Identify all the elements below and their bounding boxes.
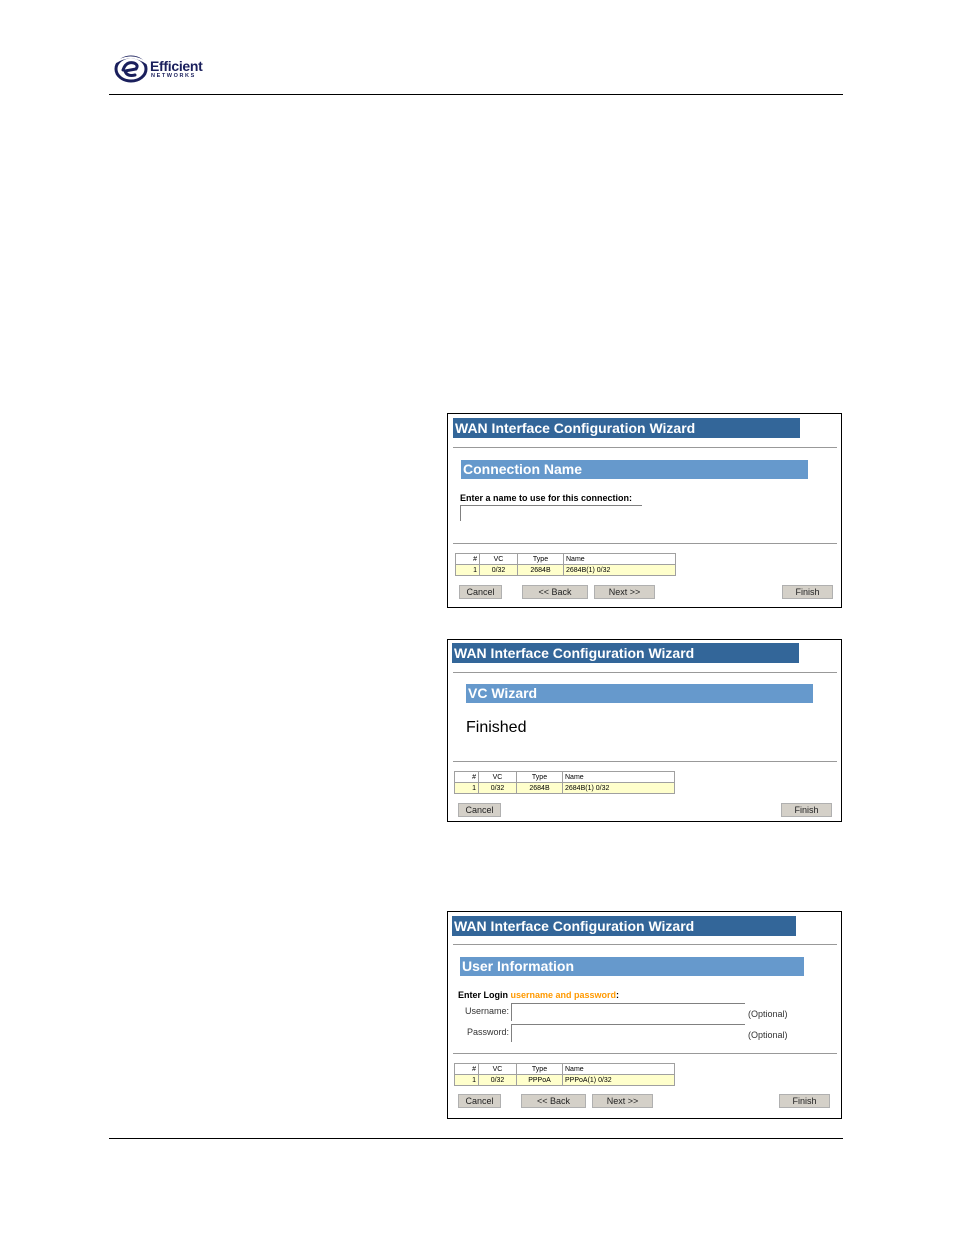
col-name-header: Name xyxy=(563,772,675,783)
divider xyxy=(453,761,837,762)
wizard-title: WAN Interface Configuration Wizard xyxy=(452,916,796,936)
login-prompt-prefix: Enter Login xyxy=(458,990,511,1000)
wizard-panel-vc-wizard xyxy=(447,639,842,822)
divider xyxy=(453,672,837,673)
col-vc-header: VC xyxy=(480,554,518,565)
efficient-e-logo-icon xyxy=(114,54,150,84)
table-row[interactable] xyxy=(455,783,675,794)
vc-table xyxy=(454,1063,675,1086)
password-label: Password: xyxy=(466,1027,509,1037)
section-title: VC Wizard xyxy=(466,684,813,703)
vc-table xyxy=(454,771,675,794)
divider xyxy=(453,944,837,945)
col-name-header: Name xyxy=(563,1064,675,1075)
next-button[interactable]: Next >> xyxy=(592,1094,653,1108)
finish-button[interactable]: Finish xyxy=(782,585,833,599)
cell-number: 1 xyxy=(456,565,480,576)
footer-rule xyxy=(109,1138,843,1139)
connection-name-prompt: Enter a name to use for this connection: xyxy=(460,493,633,503)
table-row[interactable] xyxy=(455,1075,675,1086)
divider xyxy=(453,1053,837,1054)
cell-name: 2684B(1) 0/32 xyxy=(564,565,676,576)
section-title: Connection Name xyxy=(461,460,808,479)
login-prompt xyxy=(458,990,619,1000)
cell-vc: 0/32 xyxy=(479,1075,517,1086)
password-optional-note: (Optional) xyxy=(748,1030,788,1040)
logo-name: Efficient xyxy=(150,58,203,74)
table-row[interactable] xyxy=(456,565,676,576)
cancel-button[interactable]: Cancel xyxy=(458,1094,501,1108)
vc-table xyxy=(455,553,676,576)
finish-button[interactable]: Finish xyxy=(779,1094,830,1108)
col-number-header: # xyxy=(456,554,480,565)
col-type-header: Type xyxy=(518,554,564,565)
username-input[interactable] xyxy=(511,1003,745,1021)
col-number-header: # xyxy=(455,1064,479,1075)
login-prompt-highlight: username and password xyxy=(510,990,617,1000)
cell-type: 2684B xyxy=(518,565,564,576)
cancel-button[interactable]: Cancel xyxy=(458,803,501,817)
cell-number: 1 xyxy=(455,783,479,794)
wizard-panel-connection-name xyxy=(447,413,842,608)
back-button[interactable]: << Back xyxy=(522,585,588,599)
wizard-title: WAN Interface Configuration Wizard xyxy=(453,418,800,438)
login-prompt-suffix: : xyxy=(616,990,620,1000)
col-name-header: Name xyxy=(564,554,676,565)
next-button[interactable]: Next >> xyxy=(594,585,655,599)
col-vc-header: VC xyxy=(479,1064,517,1075)
section-title: User Information xyxy=(460,957,804,976)
cell-vc: 0/32 xyxy=(480,565,518,576)
connection-name-input[interactable] xyxy=(460,505,642,521)
cancel-button[interactable]: Cancel xyxy=(459,585,502,599)
username-optional-note: (Optional) xyxy=(748,1009,788,1019)
finished-message: Finished xyxy=(466,719,527,736)
back-button[interactable]: << Back xyxy=(521,1094,586,1108)
logo-subtitle: NETWORKS xyxy=(151,73,196,79)
table-header-row xyxy=(455,772,675,783)
cell-number: 1 xyxy=(455,1075,479,1086)
password-input[interactable] xyxy=(511,1024,745,1042)
cell-name: 2684B(1) 0/32 xyxy=(563,783,675,794)
header-rule xyxy=(109,94,843,95)
wizard-panel-user-information xyxy=(447,911,842,1119)
divider xyxy=(453,543,837,544)
table-header-row xyxy=(456,554,676,565)
col-type-header: Type xyxy=(517,772,563,783)
cell-type: 2684B xyxy=(517,783,563,794)
username-label: Username: xyxy=(464,1006,509,1016)
cell-type: PPPoA xyxy=(517,1075,563,1086)
cell-name: PPPoA(1) 0/32 xyxy=(563,1075,675,1086)
col-number-header: # xyxy=(455,772,479,783)
wizard-title: WAN Interface Configuration Wizard xyxy=(452,643,799,663)
table-header-row xyxy=(455,1064,675,1075)
col-vc-header: VC xyxy=(479,772,517,783)
cell-vc: 0/32 xyxy=(479,783,517,794)
col-type-header: Type xyxy=(517,1064,563,1075)
finish-button[interactable]: Finish xyxy=(781,803,832,817)
divider xyxy=(453,447,837,448)
efficient-networks-logo xyxy=(114,54,214,84)
